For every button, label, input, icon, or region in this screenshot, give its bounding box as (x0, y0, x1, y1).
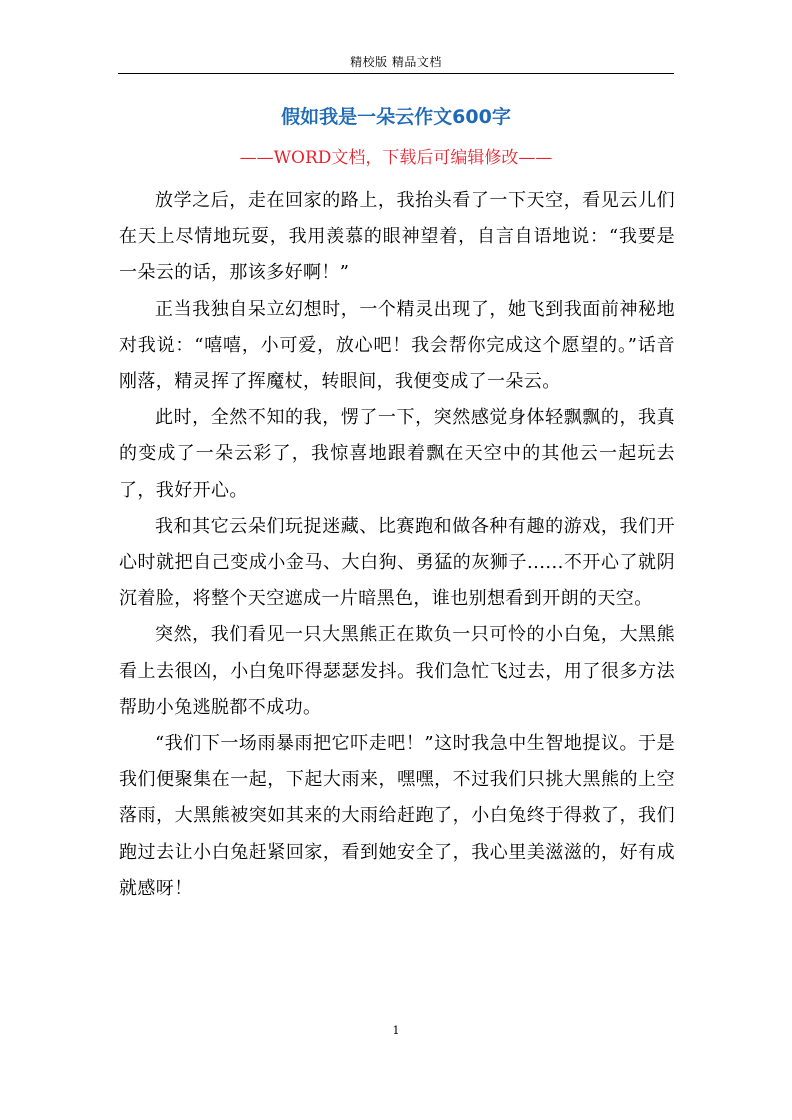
paragraph-6: “我们下一场雨暴雨把它吓走吧！”这时我急中生智地提议。于是我们便聚集在一起，下起大雨来，嘿嘿，不过我们只挑大黑熊的上空落雨，大黑熊被突如其来的大雨给赶跑了，小白兔终于得救了，我们跑过去让小白兔赶紧回家，看到她安全了，我心里美滋滋的，好有成就感呀！ (119, 733, 675, 899)
document-body (119, 183, 675, 907)
paragraph-2: 正当我独自呆立幻想时，一个精灵出现了，她飞到我面前神秘地对我说：“嘻嘻，小可爱，放心吧！我会帮你完成这个愿望的。”话音刚落，精灵挥了挥魔杖，转眼间，我便变成了一朵云。 (119, 298, 675, 393)
document-subtitle: ——WORD文档，下载后可编辑修改—— (239, 148, 553, 168)
paragraph-5: 突然，我们看见一只大黑熊正在欺负一只可怜的小白兔，大黑熊看上去很凶，小白兔吓得瑟瑟发抖。我们急忙飞过去，用了很多方法帮助小兔逃脱都不成功。 (119, 624, 675, 718)
page-header: 精校版 精品文档 (350, 55, 442, 69)
document-title: 假如我是一朵云作文600字 (281, 106, 511, 128)
page-number: 1 (392, 1024, 400, 1037)
paragraph-4: 我和其它云朵们玩捉迷藏、比赛跑和做各种有趣的游戏，我们开心时就把自己变成小金马、大白狗、勇猛的灰狮子......不开心了就阴沉着脸，将整个天空遮成一片暗黑色，谁也别想看到开朗的天空。 (119, 515, 675, 610)
paragraph-3: 此时，全然不知的我，愣了一下，突然感觉身体轻飘飘的，我真的变成了一朵云彩了，我惊喜地跟着飘在天空中的其他云一起玩去了，我好开心。 (119, 407, 675, 501)
header-divider (118, 73, 674, 74)
paragraph-1: 放学之后，走在回家的路上，我抬头看了一下天空，看见云儿们在天上尽情地玩耍，我用羡慕的眼神望着，自言自语地说：“我要是一朵云的话，那该多好啊！” (119, 190, 675, 284)
